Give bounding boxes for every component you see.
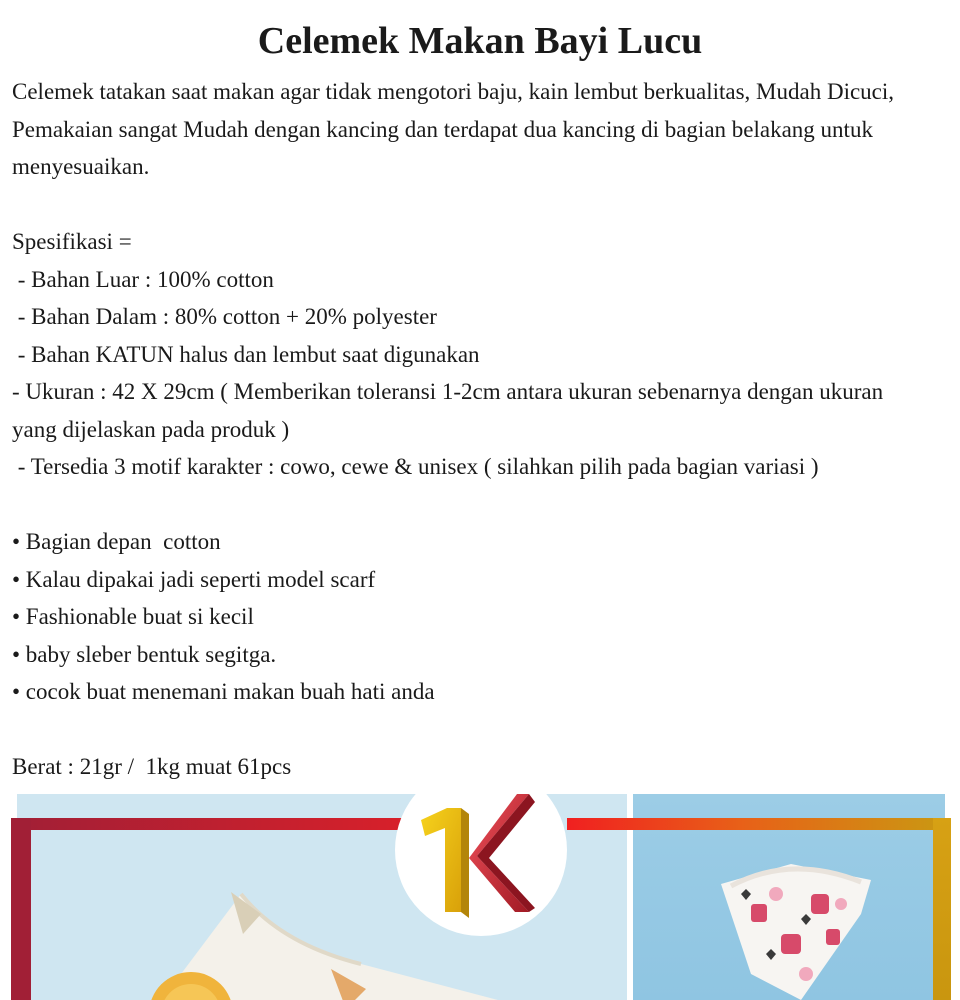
spacer: [12, 186, 932, 224]
feature-item: • Fashionable buat si kecil: [12, 604, 254, 629]
frame-left: [11, 818, 31, 1000]
frame-top-right: [567, 818, 951, 830]
feature-item: • cocok buat menemani makan buah hati anda: [12, 679, 435, 704]
spec-item: - Bahan Luar : 100% cotton: [12, 266, 274, 292]
frame-top-left: [11, 818, 411, 830]
feature-item: • baby sleber bentuk segitga.: [12, 641, 277, 667]
1k-logo-icon: [411, 794, 551, 919]
frame-right: [933, 818, 951, 1000]
intro-text: Celemek tatakan saat makan agar tidak mengotori baju, kain lembut berkualitas, Mudah Dicuci, Pemakaian sangat Mudah dengan kancing dan terdapat dua kancing di bagian belakang untuk menyesuaikan.: [12, 79, 895, 179]
spec-item: - Tersedia 3 motif karakter : cowo, cewe & unisex ( silahkan pilih pada bagian variasi ): [12, 454, 819, 479]
product-title: Celemek Makan Bayi Lucu: [257, 20, 703, 62]
spacer: [12, 486, 932, 524]
product-image-banner[interactable]: [11, 794, 951, 1000]
spec-item: - Ukuran : 42 X 29cm ( Memberikan toleransi 1-2cm antara ukuran sebenarnya dengan ukuran yang dijelaskan pada produk ): [12, 379, 884, 442]
spec-item: - Bahan Dalam : 80% cotton + 20% polyester: [12, 304, 437, 329]
feature-item: • Bagian depan cotton: [12, 529, 221, 554]
spec-heading: Spesifikasi =: [12, 229, 132, 254]
product-description: [12, 73, 932, 786]
feature-item: • Kalau dipakai jadi seperti model scarf: [12, 566, 376, 592]
spacer: [12, 711, 932, 749]
spec-item: - Bahan KATUN halus dan lembut saat digunakan: [12, 341, 480, 367]
weight-text: Berat : 21gr / 1kg muat 61pcs: [12, 754, 292, 779]
bib-photo-right: [711, 824, 881, 1000]
